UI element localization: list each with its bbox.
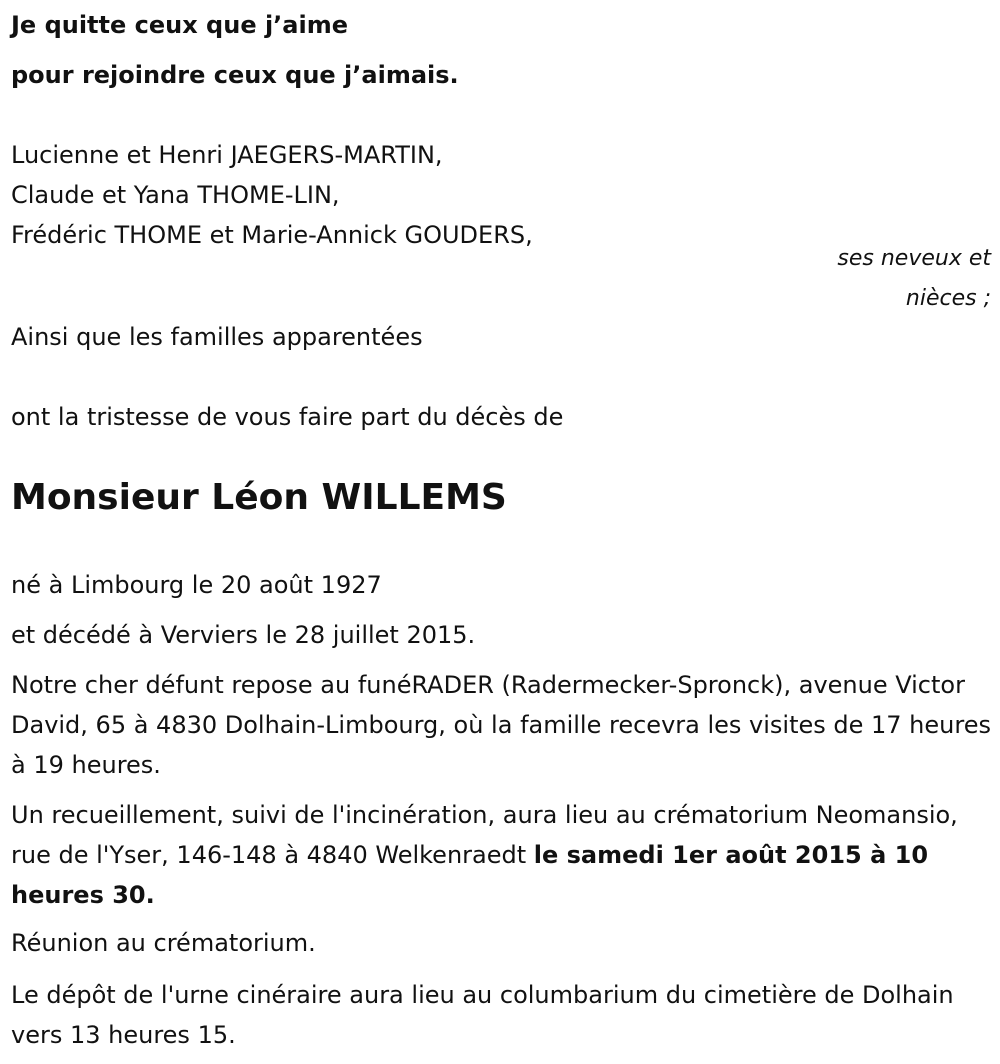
urn-paragraph: Le dépôt de l'urne cinéraire aura lieu au columbarium du cimetière de Dolhain vers 13 heures 15.: [11, 981, 954, 1049]
extended-family: Ainsi que les familles apparentées: [11, 323, 423, 351]
ceremony-paragraph: [11, 795, 996, 915]
family-member-3: Frédéric THOME et Marie-Annick GOUDERS,: [11, 221, 533, 249]
death-info: et décédé à Verviers le 28 juillet 2015.: [11, 621, 476, 649]
announcement: ont la tristesse de vous faire part du décès de: [11, 403, 564, 431]
relation-line-2: nièces ;: [905, 286, 991, 311]
ceremony-datetime: le samedi 1er août 2015 à 10 heures 30.: [11, 841, 929, 909]
relation-line-1: ses neveux et: [837, 246, 991, 271]
meeting-info: Réunion au crématorium.: [11, 929, 316, 957]
rest-place-paragraph: Notre cher défunt repose au funéRADER (Radermecker-Spronck), avenue Victor David, 65 à 4830 Dolhain-Limbourg, où la famille recevra les visites de 17 heures à 19 heures.: [11, 671, 991, 779]
deceased-name: Monsieur Léon WILLEMS: [11, 477, 507, 518]
birth-info: né à Limbourg le 20 août 1927: [11, 571, 382, 599]
quote-line-1: Je quitte ceux que j’aime: [11, 11, 349, 39]
ceremony-text: Un recueillement, suivi de l'incinération, aura lieu au crématorium Neomansio, rue de l'Yser, 146-148 à 4840 Welkenraedt: [11, 801, 958, 869]
family-member-1: Lucienne et Henri JAEGERS-MARTIN,: [11, 141, 443, 169]
family-member-2: Claude et Yana THOME-LIN,: [11, 181, 340, 209]
quote-line-2: pour rejoindre ceux que j’aimais.: [11, 61, 459, 89]
